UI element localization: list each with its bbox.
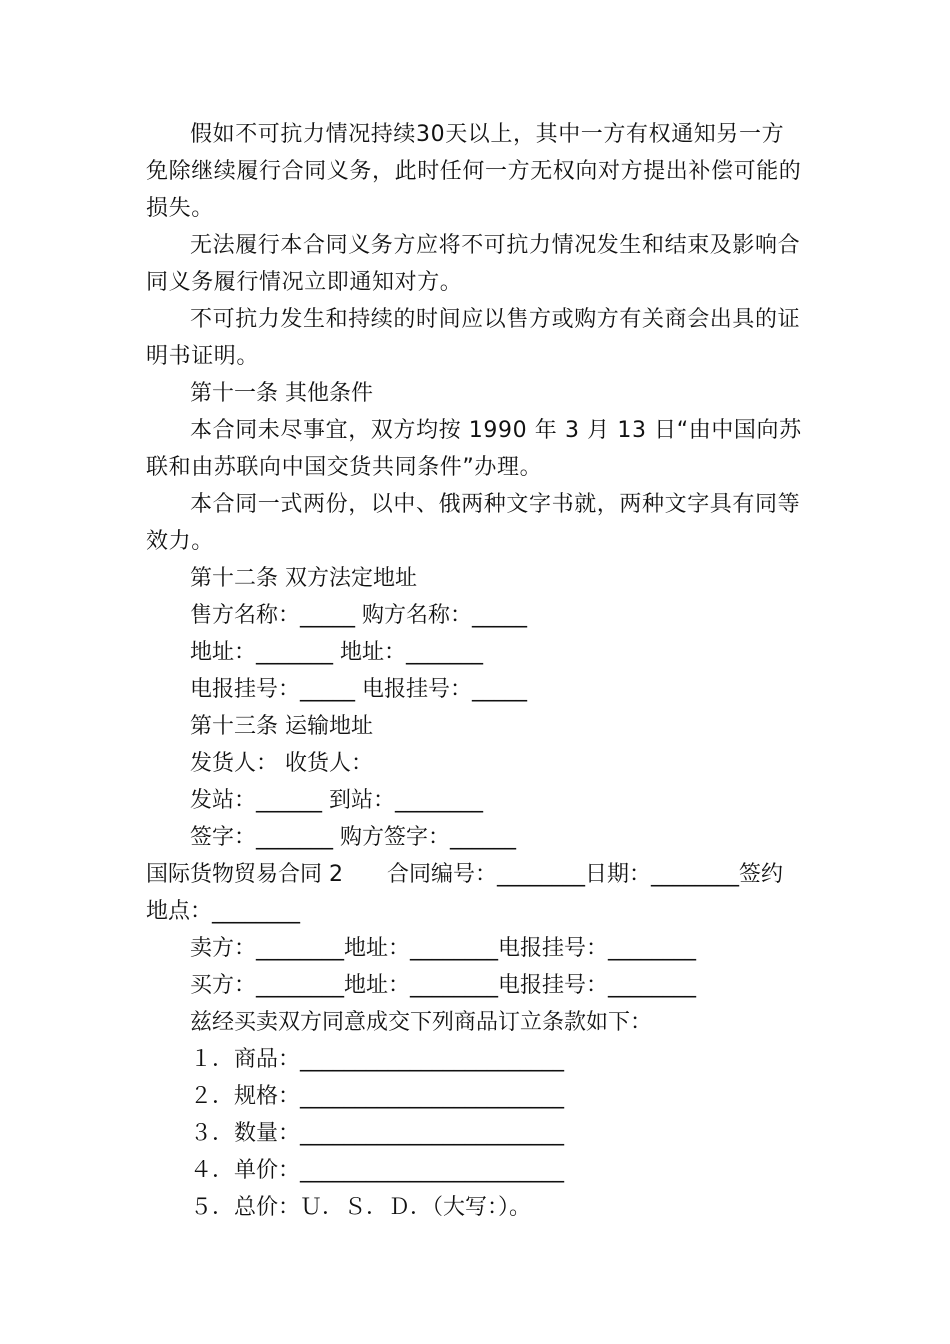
article-13-stations: 发站：______ 到站：________ (190, 788, 483, 813)
paragraph-certificate-proof: 不可抗力发生和持续的时间应以售方或购方有关商会出具的证明书证明。 (146, 307, 801, 369)
list-item-specification: ２．规格：________________________ (190, 1084, 565, 1109)
article-11-paragraph-1: 本合同未尽事宜，双方均按 1990 年 3 月 13 日“由中国向苏联和由苏联向中国交货共同条件”办理。 (146, 418, 802, 480)
list-item-quantity: ３．数量：________________________ (190, 1121, 565, 1146)
contract-2-header: 国际货物贸易合同 2 合同编号：________日期：________签约 (146, 862, 783, 887)
document-body (146, 116, 806, 1226)
article-12-address: 地址：_______ 地址：_______ (190, 640, 483, 665)
list-item-total-price: ５．总价：Ｕ．Ｓ．Ｄ．（大写：）。 (190, 1195, 532, 1220)
paragraph-notify-other-party: 无法履行本合同义务方应将不可抗力情况发生和结束及影响合同义务履行情况立即通知对方。 (146, 233, 801, 295)
list-item-commodity: １．商品：________________________ (190, 1047, 565, 1072)
article-13-parties: 发货人： 收货人： (190, 751, 373, 776)
article-13-title: 第十三条 运输地址 (190, 714, 373, 739)
article-13-signature: 签字：_______ 购方签字：______ (190, 825, 516, 850)
contract-2-place: 地点：________ (146, 899, 301, 924)
article-12-telegraph: 电报挂号：_____ 电报挂号：_____ (190, 677, 527, 702)
buyer-line: 买方：________地址：________电报挂号：________ (190, 973, 697, 998)
list-item-unit-price: ４．单价：________________________ (190, 1158, 565, 1183)
seller-line: 卖方：________地址：________电报挂号：________ (190, 936, 697, 961)
paragraph-force-majeure-30-days: 假如不可抗力情况持续30天以上，其中一方有权通知另一方免除继续履行合同义务，此时任何一方无权向对方提出补偿可能的损失。 (146, 122, 802, 221)
article-12-names: 售方名称：_____ 购方名称：_____ (190, 603, 527, 628)
article-11-paragraph-2: 本合同一式两份，以中、俄两种文字书就，两种文字具有同等效力。 (146, 492, 801, 554)
article-11-title: 第十一条 其他条件 (190, 381, 373, 406)
article-12-title: 第十二条 双方法定地址 (190, 566, 417, 591)
terms-intro: 兹经买卖双方同意成交下列商品订立条款如下： (190, 1010, 653, 1035)
